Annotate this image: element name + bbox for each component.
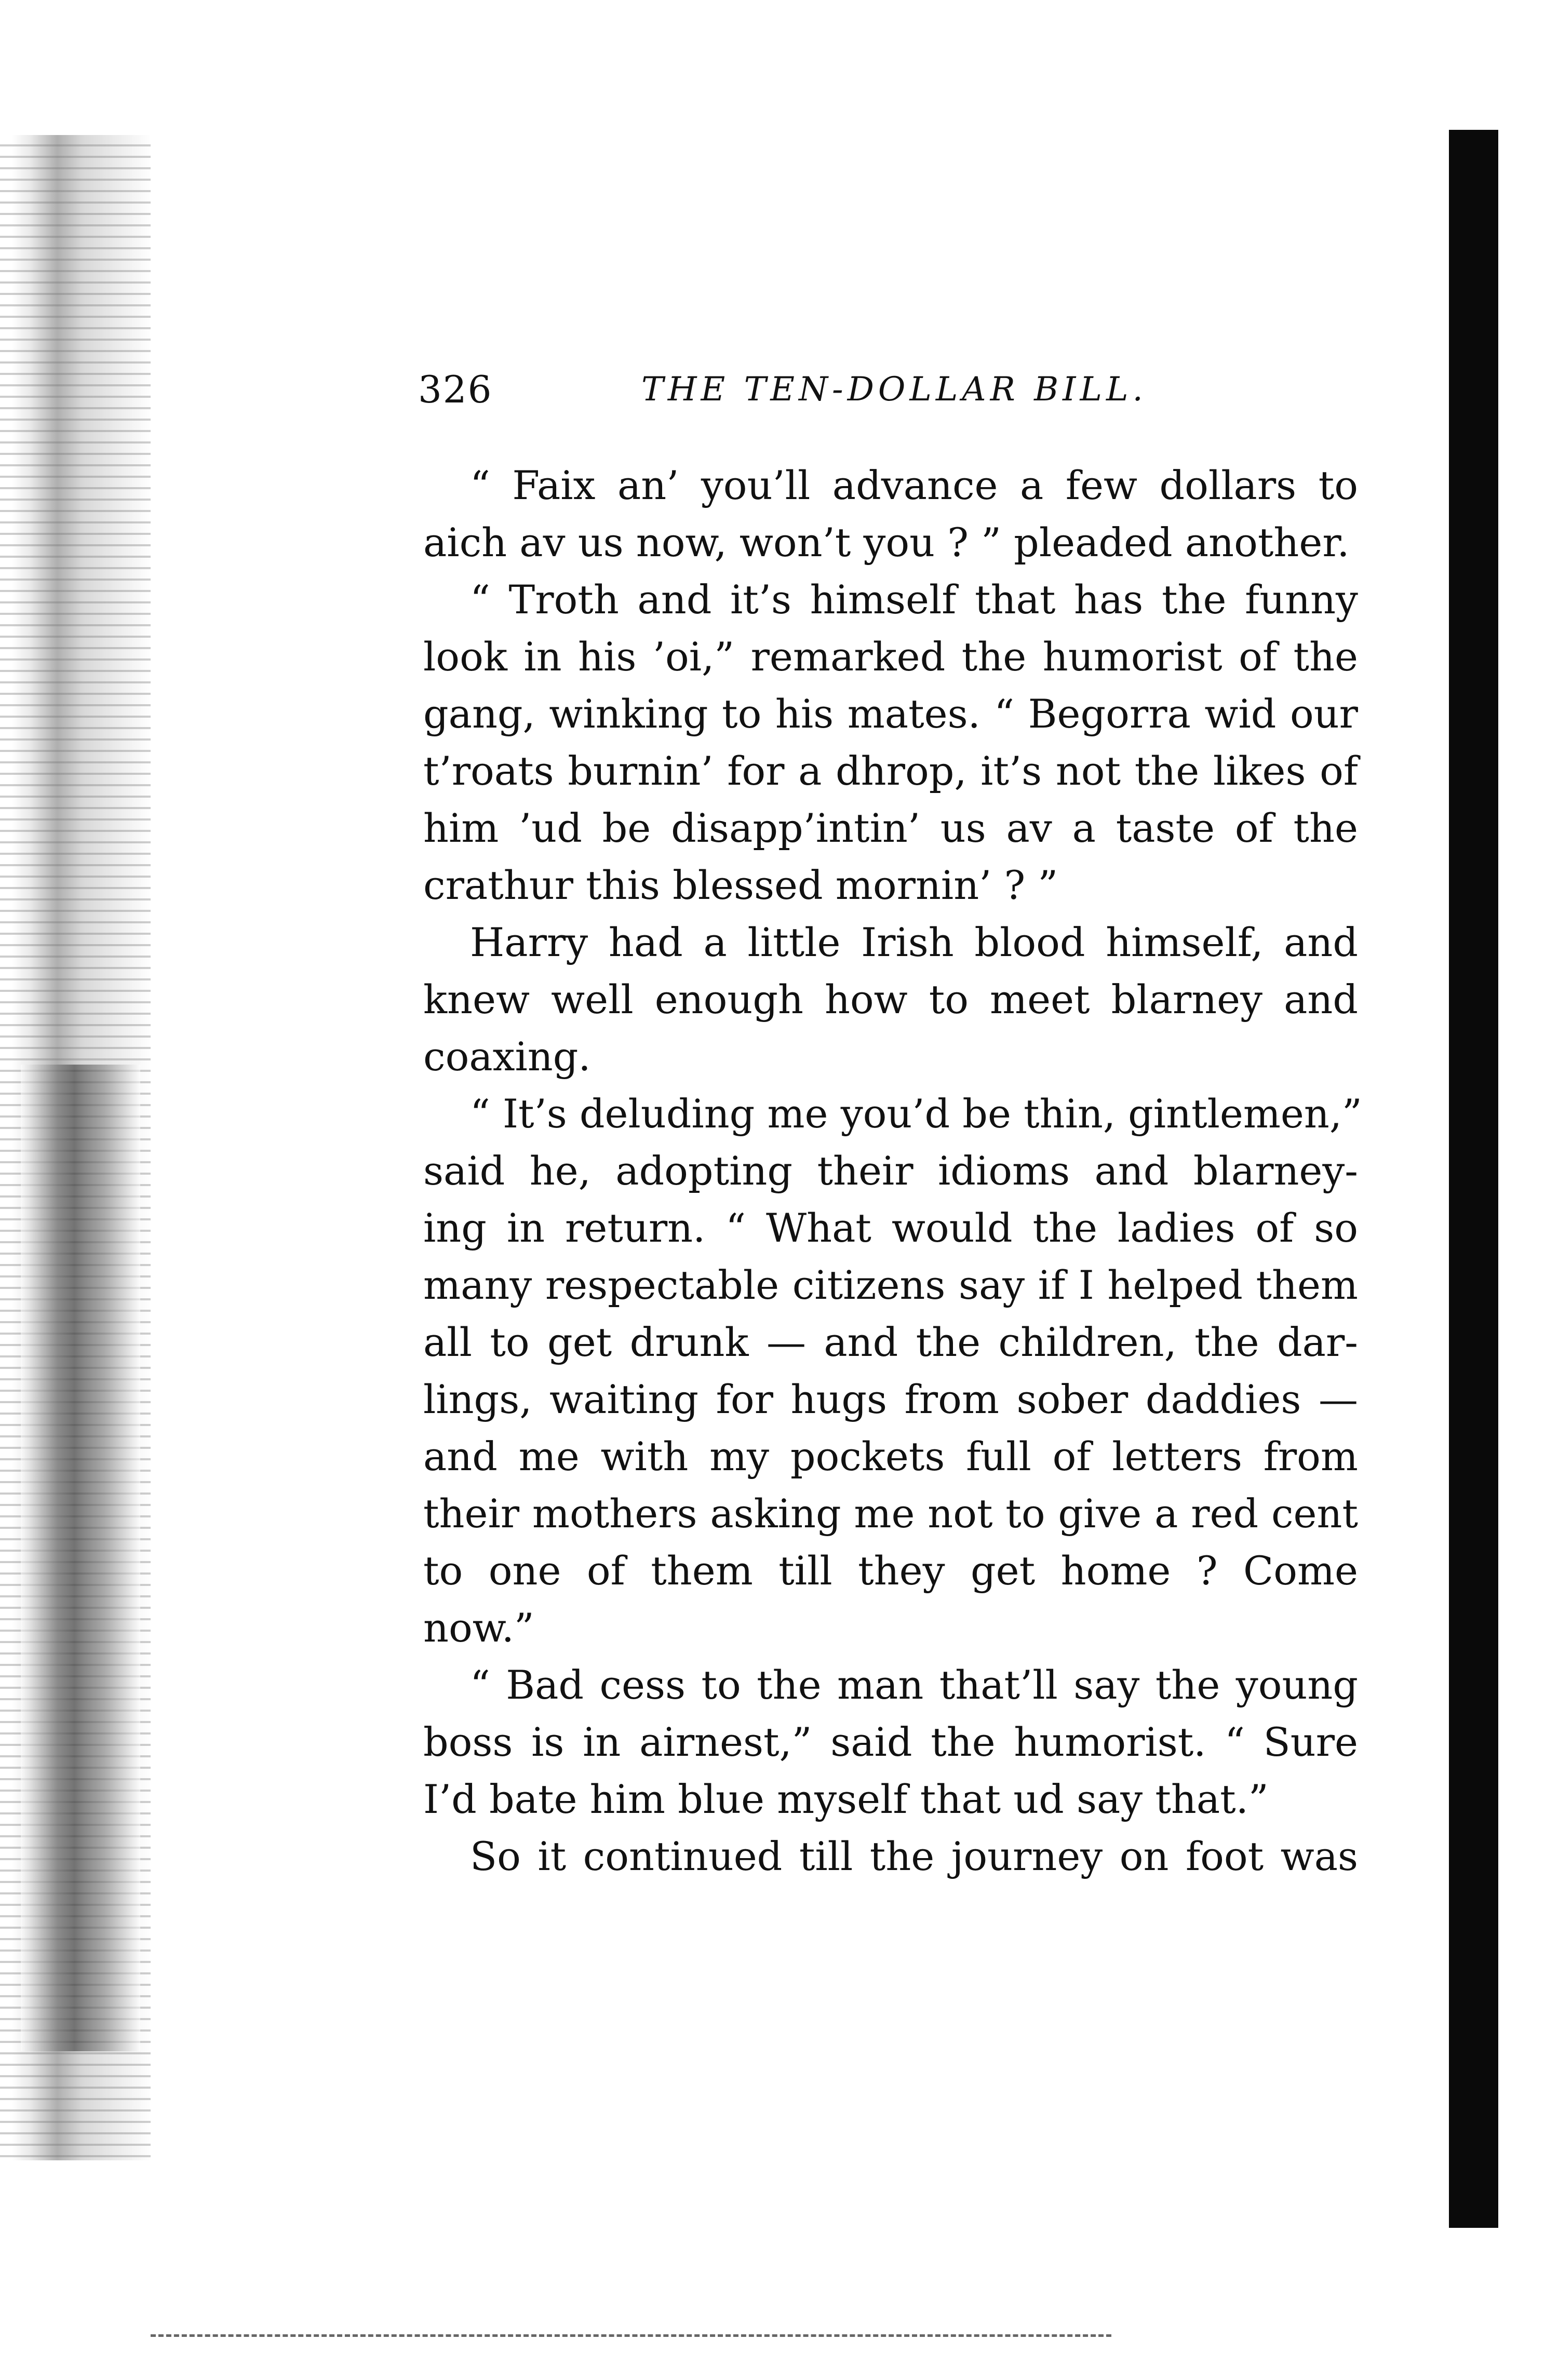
text-line: “ It’s deluding me you’d be thin, gintlemen,” xyxy=(470,1091,1362,1137)
text-line: aich av us now, won’t you ? ” pleaded another. xyxy=(423,519,1350,566)
text-line: “ Faix an’ you’ll advance a few dollars to xyxy=(470,462,1358,508)
text-line: t’roats burnin’ for a dhrop, it’s not the likes of xyxy=(423,748,1358,794)
text-line: boss is in airnest,” said the humorist. “ Sure xyxy=(423,1719,1358,1765)
text-line: crathur this blessed mornin’ ? ” xyxy=(423,862,1058,908)
text-line: many respectable citizens say if I helped them xyxy=(423,1262,1358,1308)
text-line: him ’ud be disapp’intin’ us av a taste of the xyxy=(423,805,1358,851)
text-line: look in his ’oi,” remarked the humorist of the xyxy=(423,634,1358,680)
text-line: lings, waiting for hugs from sober daddies — xyxy=(423,1376,1358,1422)
text-line: gang, winking to his mates. “ Begorra wid our xyxy=(423,691,1358,737)
text-line: “ Troth and it’s himself that has the funny xyxy=(470,576,1358,623)
text-line: and me with my pockets full of letters from xyxy=(423,1433,1358,1480)
binding-shadow-scan xyxy=(21,1065,140,2051)
text-line: all to get drunk — and the children, the dar- xyxy=(423,1319,1358,1365)
text-line: “ Bad cess to the man that’ll say the young xyxy=(470,1662,1358,1708)
text-line: knew well enough how to meet blarney and xyxy=(423,976,1358,1023)
text-line: ing in return. “ What would the ladies of so xyxy=(423,1205,1358,1251)
text-line: said he, adopting their idioms and blarney- xyxy=(423,1148,1358,1194)
text-line: So it continued till the journey on foot was xyxy=(470,1833,1358,1879)
text-line: now.” xyxy=(423,1605,534,1651)
text-line: their mothers asking me not to give a red cent xyxy=(423,1490,1358,1537)
text-line: I’d bate him blue myself that ud say that.” xyxy=(423,1776,1269,1822)
text-line: Harry had a little Irish blood himself, and xyxy=(470,919,1358,965)
page-edge-bar xyxy=(1449,130,1498,2228)
page-header xyxy=(418,358,1353,421)
page-number: 326 xyxy=(418,368,493,411)
text-line: to one of them till they get home ? Come xyxy=(423,1548,1358,1594)
body-text xyxy=(423,457,1362,1885)
text-line: coaxing. xyxy=(423,1033,591,1080)
bottom-rule xyxy=(151,2334,1111,2337)
running-title: THE TEN-DOLLAR BILL. xyxy=(641,370,1147,409)
